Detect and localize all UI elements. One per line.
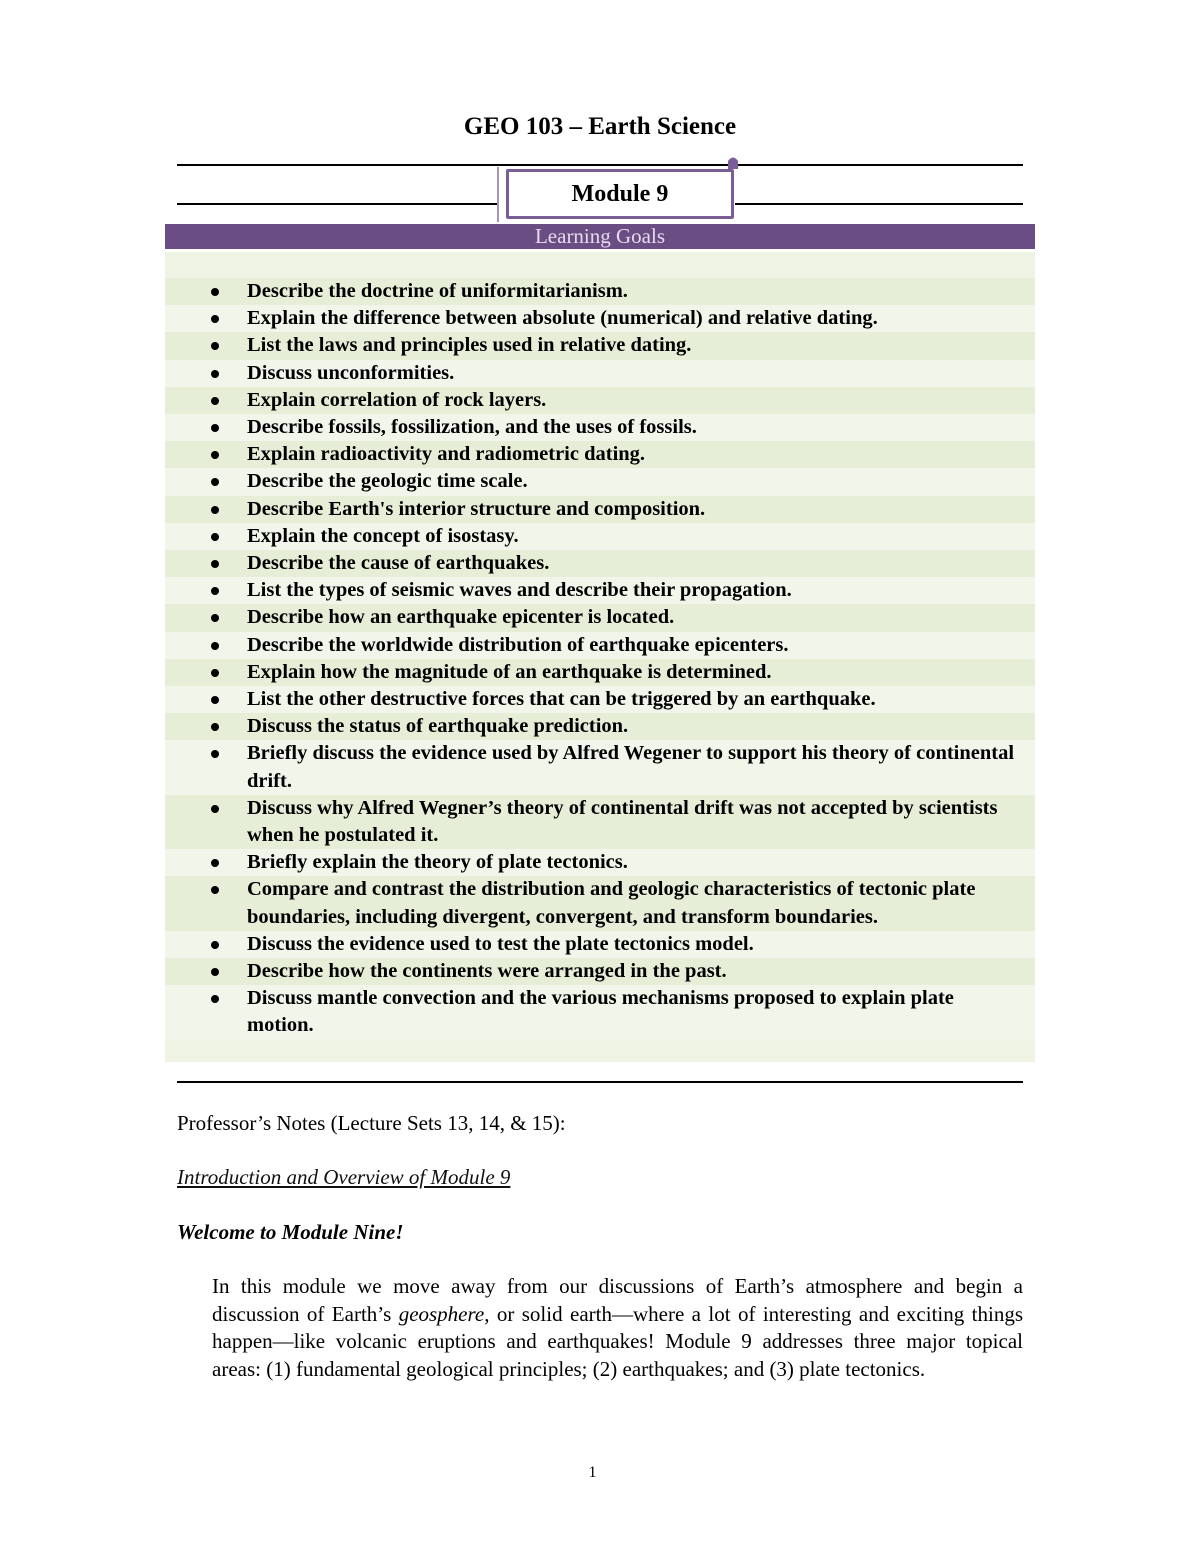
learning-goal-text: Explain correlation of rock layers. xyxy=(247,388,547,411)
learning-goal-text: Discuss the status of earthquake prediction. xyxy=(247,715,629,738)
bullet-icon xyxy=(211,995,219,1003)
learning-goal-text: Briefly explain the theory of plate tectonics. xyxy=(247,851,628,874)
learning-goals-list xyxy=(165,278,1035,1040)
bullet-icon xyxy=(211,859,219,867)
introduction-overview-link[interactable]: Introduction and Overview of Module 9 xyxy=(177,1165,511,1189)
learning-goal-item xyxy=(165,414,1035,441)
bullet-icon xyxy=(211,506,219,514)
learning-goal-text: Describe how an earthquake epicenter is located. xyxy=(247,606,675,629)
learning-goal-text: Describe fossils, fossilization, and the uses of fossils. xyxy=(247,416,697,439)
learning-goal-item xyxy=(165,604,1035,631)
learning-goal-text: Explain radioactivity and radiometric dating. xyxy=(247,443,646,466)
learning-goal-item xyxy=(165,985,1035,1039)
learning-goal-item xyxy=(165,305,1035,332)
bullet-icon xyxy=(211,696,219,704)
bullet-icon xyxy=(211,315,219,323)
learning-goal-text: Explain how the magnitude of an earthquake is determined. xyxy=(247,660,772,683)
learning-goal-text: Discuss the evidence used to test the plate tectonics model. xyxy=(247,932,754,955)
module-label: Module 9 xyxy=(506,169,734,219)
page-number: 1 xyxy=(588,1464,597,1481)
learning-goal-item xyxy=(165,958,1035,985)
bullet-icon xyxy=(211,805,219,813)
module-box-frame xyxy=(497,167,505,222)
intro-paragraph xyxy=(212,1273,1023,1383)
learning-goal-item xyxy=(165,496,1035,523)
learning-goal-text: Explain the concept of isostasy. xyxy=(247,524,519,547)
learning-goal-text: Discuss why Alfred Wegner’s theory of continental drift was not accepted by scientists when he postulated it. xyxy=(247,796,998,847)
learning-goal-item xyxy=(165,876,1035,930)
module-box-corner-icon xyxy=(726,155,740,171)
paragraph-part-1: In this module we move away from our discussions of Earth’s atmosphere and begin a discussion of Earth’s xyxy=(212,1274,1023,1326)
learning-goal-item xyxy=(165,523,1035,550)
bullet-icon xyxy=(211,342,219,350)
learning-goal-text: List the types of seismic waves and describe their propagation. xyxy=(247,579,792,602)
learning-goal-item xyxy=(165,441,1035,468)
learning-goal-item xyxy=(165,387,1035,414)
learning-goal-item xyxy=(165,577,1035,604)
bullet-icon xyxy=(211,642,219,650)
welcome-heading: Welcome to Module Nine! xyxy=(177,1220,404,1244)
bullet-icon xyxy=(211,614,219,622)
learning-goal-text: Discuss unconformities. xyxy=(247,361,455,384)
bullet-icon xyxy=(211,478,219,486)
learning-goal-text: Describe the worldwide distribution of earthquake epicenters. xyxy=(247,633,789,656)
bullet-icon xyxy=(211,397,219,405)
learning-goal-item xyxy=(165,849,1035,876)
paragraph-part-2: , or solid earth—where a lot of interesting and exciting things happen—like volcanic eruptions and earthquakes! Module 9 addresses three major topical areas: (1) fundamental geological principles; (2) earthquakes; and (3) plate tectonics. xyxy=(212,1301,1023,1381)
module-label-box xyxy=(497,167,735,218)
learning-goal-item xyxy=(165,931,1035,958)
learning-goal-text: Explain the difference between absolute (numerical) and relative dating. xyxy=(247,307,878,330)
bullet-icon xyxy=(211,750,219,758)
bullet-icon xyxy=(211,370,219,378)
bullet-icon xyxy=(211,533,219,541)
learning-goal-item xyxy=(165,278,1035,305)
bullet-icon xyxy=(211,288,219,296)
paragraph-emphasis: geosphere xyxy=(398,1301,485,1326)
bullet-icon xyxy=(211,941,219,949)
learning-goal-item xyxy=(165,360,1035,387)
bullet-icon xyxy=(211,968,219,976)
learning-goal-item xyxy=(165,686,1035,713)
learning-goal-item xyxy=(165,468,1035,495)
learning-goal-text: Describe Earth's interior structure and composition. xyxy=(247,497,706,520)
learning-goal-item xyxy=(165,795,1035,849)
bullet-icon xyxy=(211,451,219,459)
learning-goal-text: Describe the geologic time scale. xyxy=(247,470,528,493)
learning-goal-text: Compare and contrast the distribution and geologic characteristics of tectonic plate boundaries, including divergent, convergent, and transform boundaries. xyxy=(247,878,976,928)
learning-goal-text: Describe how the continents were arranged in the past. xyxy=(247,960,727,983)
learning-goal-item xyxy=(165,740,1035,794)
learning-goal-item xyxy=(165,632,1035,659)
learning-goal-text: Describe the doctrine of uniformitarianism. xyxy=(247,280,628,302)
learning-goal-text: Briefly discuss the evidence used by Alfred Wegener to support his theory of continental drift. xyxy=(247,742,1015,792)
learning-goal-text: List the laws and principles used in relative dating. xyxy=(247,334,692,357)
bullet-icon xyxy=(211,723,219,731)
bullet-icon xyxy=(211,587,219,595)
learning-goal-text: Describe the cause of earthquakes. xyxy=(247,552,550,575)
bullet-icon xyxy=(211,669,219,677)
professors-notes-heading: Professor’s Notes (Lecture Sets 13, 14, & 15): xyxy=(177,1111,566,1135)
learning-goal-text: Discuss mantle convection and the various mechanisms proposed to explain plate motion. xyxy=(247,987,954,1037)
document-title: GEO 103 – Earth Science xyxy=(463,113,737,140)
bullet-icon xyxy=(211,424,219,432)
bullet-icon xyxy=(211,886,219,894)
learning-goal-item xyxy=(165,713,1035,740)
learning-goal-item xyxy=(165,550,1035,577)
learning-goal-item xyxy=(165,332,1035,359)
top-rule xyxy=(177,164,1023,166)
bullet-icon xyxy=(211,560,219,568)
learning-goal-item xyxy=(165,659,1035,686)
learning-goals-header: Learning Goals xyxy=(165,224,1035,249)
bottom-rule xyxy=(177,1081,1023,1083)
learning-goal-text: List the other destructive forces that can be triggered by an earthquake. xyxy=(247,688,876,711)
